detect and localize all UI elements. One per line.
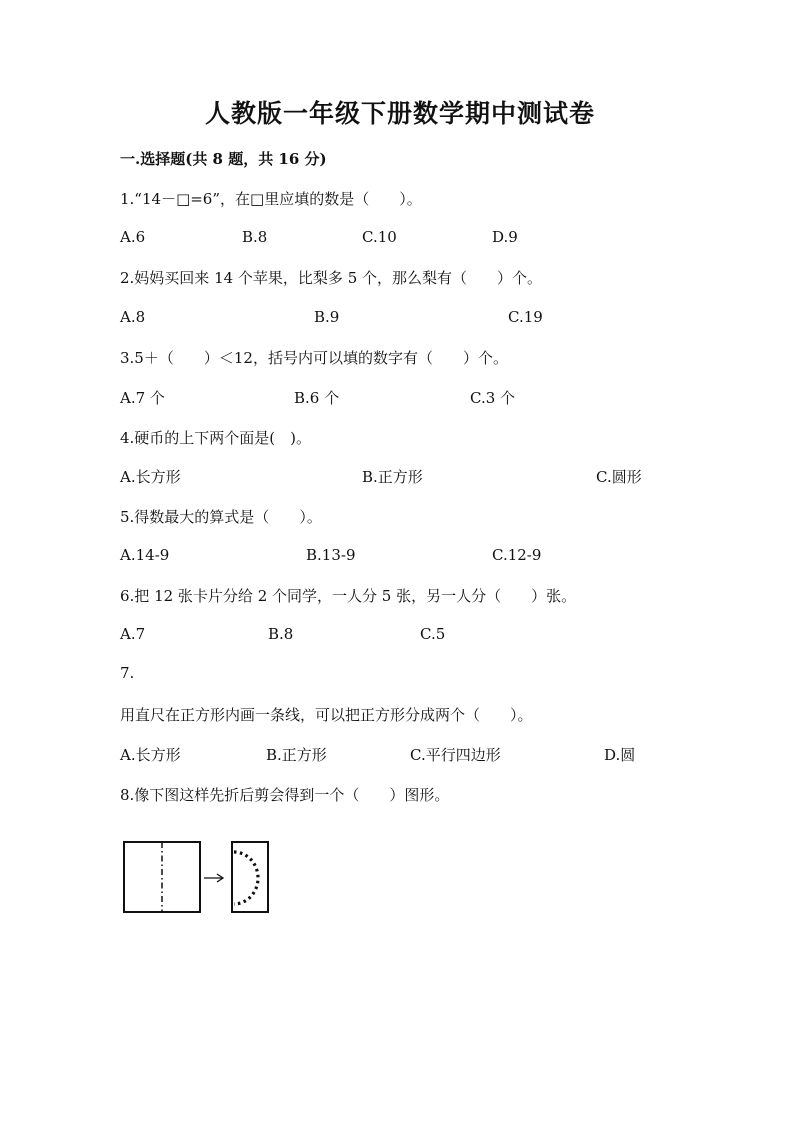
question-2: 2.妈妈买回来 14 个苹果，比梨多 5 个，那么梨有（ ）个。: [120, 269, 543, 287]
option-6c: C.5: [420, 625, 446, 643]
question-4: 4.硬币的上下两个面是( )。: [120, 429, 312, 447]
option-1c: C.10: [362, 228, 397, 246]
cut-outline: [234, 852, 258, 904]
question-8: 8.像下图这样先折后剪会得到一个（ ）图形。: [120, 786, 450, 804]
option-4b: B.正方形: [362, 468, 423, 486]
question-3: 3.5＋（ ）＜12，括号内可以填的数字有（ ）个。: [120, 349, 508, 367]
option-1b: B.8: [242, 228, 268, 246]
option-1a: A.6: [120, 228, 146, 246]
question-7-number: 7.: [120, 664, 135, 682]
option-7c: C.平行四边形: [410, 746, 501, 764]
option-3b: B.6 个: [294, 389, 340, 407]
fold-cut-figure: [122, 838, 282, 918]
option-5a: A.14-9: [120, 546, 170, 564]
option-1d: D.9: [492, 228, 518, 246]
option-4a: A.长方形: [120, 468, 181, 486]
page-title: 人教版一年级下册数学期中测试卷: [204, 99, 595, 128]
option-2c: C.19: [508, 308, 543, 326]
question-1: 1.“14－□=6”，在□里应填的数是（ ）。: [120, 190, 422, 208]
section-heading: 一.选择题(共 8 题，共 16 分): [120, 150, 327, 168]
option-5c: C.12-9: [492, 546, 542, 564]
option-6b: B.8: [268, 625, 294, 643]
option-2b: B.9: [314, 308, 340, 326]
option-5b: B.13-9: [306, 546, 356, 564]
option-6a: A.7: [120, 625, 146, 643]
option-7d: D.圆: [604, 746, 636, 764]
question-5: 5.得数最大的算式是（ ）。: [120, 508, 322, 526]
question-7: 用直尺在正方形内画一条线，可以把正方形分成两个（ ）。: [120, 706, 533, 724]
option-3a: A.7 个: [120, 389, 165, 407]
option-4c: C.圆形: [596, 468, 642, 486]
option-7b: B.正方形: [266, 746, 327, 764]
folded-paper: [232, 842, 268, 912]
option-7a: A.长方形: [120, 746, 181, 764]
option-2a: A.8: [120, 308, 146, 326]
option-3c: C.3 个: [470, 389, 516, 407]
question-6: 6.把 12 张卡片分给 2 个同学，一人分 5 张，另一人分（ ）张。: [120, 587, 577, 605]
